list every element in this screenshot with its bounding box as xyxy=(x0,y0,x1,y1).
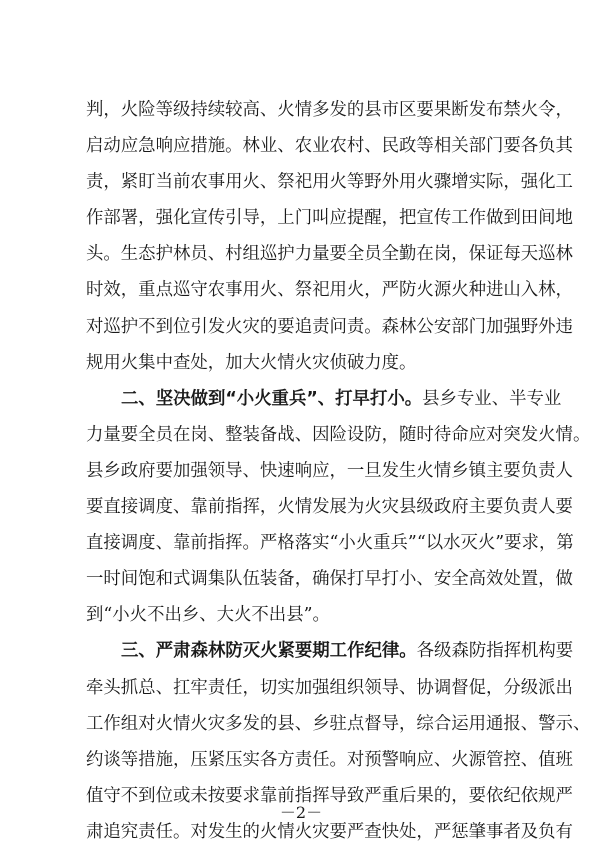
document-body xyxy=(86,92,591,850)
page-number: －2－ xyxy=(279,803,323,822)
text-line: 到“小火不出乡、大火不出县”。 xyxy=(86,605,330,626)
text-span: 县乡专业、半专业 xyxy=(422,388,562,409)
text-line: 力量要全员在岗、整装备战、因险设防，随时待命应对突发火情。 xyxy=(86,424,591,445)
section-2-first-line xyxy=(86,381,562,417)
text-line: 判，火险等级持续较高、火情多发的县市区要果断发布禁火令， xyxy=(86,100,573,120)
text-line: 对巡护不到位引发火灾的要追责问责。森林公安部门加强野外违 xyxy=(86,316,573,337)
text-line: 约谈等措施，压紧压实各方责任。对预警响应、火源管控、值班 xyxy=(86,749,573,770)
text-line: 直接调度、靠前指挥。严格落实“小火重兵”“以水灭火”要求，第 xyxy=(86,533,574,554)
section-2-heading: 二、坚决做到“小火重兵”、打早打小。 xyxy=(121,388,423,409)
text-line: 牵头抓总、扛牢责任，切实加强组织领导、协调督促，分级派出 xyxy=(86,677,573,698)
text-line: 肃追究责任。对发生的火情火灾要严查快处，严惩肇事者及负有 xyxy=(86,821,573,842)
text-line: 时效，重点巡守农事用火、祭祀用火，严防火源火种进山入林， xyxy=(86,280,573,301)
text-span: 各级森防指挥机构要 xyxy=(416,641,574,662)
text-line: 启动应急响应措施。林业、农业农村、民政等相关部门要各负其 xyxy=(86,136,573,157)
text-line: 规用火集中查处，加大火情火灾侦破力度。 xyxy=(86,352,417,373)
section-3-heading: 三、严肃森林防灭火紧要期工作纪律。 xyxy=(121,641,417,662)
section-3-first-line xyxy=(86,633,574,669)
text-line: 值守不到位或未按要求靠前指挥导致严重后果的，要依纪依规严 xyxy=(86,785,573,806)
text-line: 工作组对火情火灾多发的县、乡驻点督导，综合运用通报、警示、 xyxy=(86,713,591,734)
text-line: 头。生态护林员、村组巡护力量要全员全勤在岗，保证每天巡林 xyxy=(86,244,573,265)
text-line: 责，紧盯当前农事用火、祭祀用火等野外用火骤增实际，强化工 xyxy=(86,172,573,193)
text-line: 作部署，强化宣传引导，上门叫应提醒，把宣传工作做到田间地 xyxy=(86,208,573,229)
text-line: 县乡政府要加强领导、快速响应，一旦发生火情乡镇主要负责人 xyxy=(86,460,573,481)
text-line: 要直接调度、靠前指挥，火情发展为火灾县级政府主要负责人要 xyxy=(86,497,573,518)
text-line: 一时间饱和式调集队伍装备，确保打早打小、安全高效处置，做 xyxy=(86,569,573,590)
